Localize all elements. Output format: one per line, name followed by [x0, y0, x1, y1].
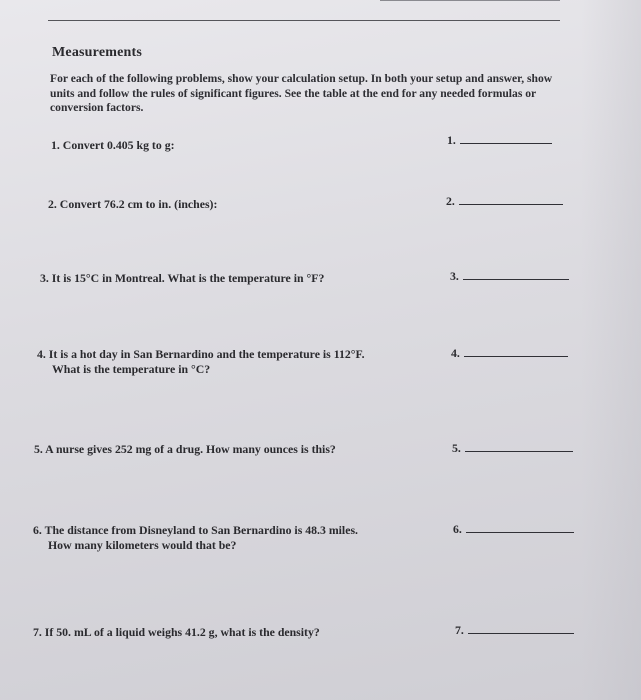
question-5-text: 5. A nurse gives 252 mg of a drug. How many ounces is this?	[34, 442, 336, 456]
question-7-text: 7. If 50. mL of a liquid weighs 41.2 g, what is the density?	[33, 625, 320, 639]
answer-4-label: 4.	[451, 346, 460, 360]
answer-3-label: 3.	[450, 269, 459, 283]
answer-7-label: 7.	[455, 623, 464, 637]
question-4-text-line-2: What is the temperature in °C?	[52, 362, 211, 376]
answer-7	[455, 623, 574, 638]
answer-1	[447, 133, 552, 148]
answer-5	[452, 441, 573, 456]
question-4	[37, 347, 365, 377]
question-5	[34, 442, 336, 457]
question-2-text: 2. Convert 76.2 cm to in. (inches):	[48, 197, 218, 211]
question-6-text-line-1: 6. The distance from Disneyland to San Bernardino is 48.3 miles.	[33, 523, 358, 537]
answer-6-label: 6.	[453, 522, 462, 536]
answer-1-blank[interactable]	[460, 143, 552, 144]
answer-2	[446, 194, 563, 209]
answer-6-blank[interactable]	[466, 532, 574, 533]
question-1-text: 1. Convert 0.405 kg to g:	[51, 138, 175, 152]
answer-4	[451, 346, 568, 361]
answer-5-blank[interactable]	[465, 451, 573, 452]
answer-3	[450, 269, 569, 284]
instructions: For each of the following problems, show your calculation setup. In both your setup and answer, show units and follow the rules of significant figures. See the table at the end for any needed formulas or conversion factors.	[50, 72, 553, 114]
question-6-text-line-2: How many kilometers would that be?	[48, 538, 237, 552]
answer-2-blank[interactable]	[459, 204, 563, 205]
question-3	[40, 271, 324, 286]
header-rule	[48, 20, 560, 21]
question-6	[33, 523, 358, 553]
answer-3-blank[interactable]	[463, 279, 569, 280]
answer-5-label: 5.	[452, 441, 461, 455]
answer-4-blank[interactable]	[464, 356, 568, 357]
answer-6	[453, 522, 574, 537]
answer-7-blank[interactable]	[468, 633, 574, 634]
answer-1-label: 1.	[447, 133, 456, 147]
answer-2-label: 2.	[446, 194, 455, 208]
question-4-text-line-1: 4. It is a hot day in San Bernardino and the temperature is 112°F.	[37, 347, 365, 361]
question-2	[48, 197, 217, 212]
page-shadow	[581, 0, 641, 700]
question-7	[33, 625, 320, 640]
question-3-text: 3. It is 15°C in Montreal. What is the temperature in °F?	[40, 271, 325, 285]
top-edge-line	[380, 0, 560, 1]
question-1	[51, 138, 175, 153]
worksheet-title: Measurements	[52, 45, 143, 60]
